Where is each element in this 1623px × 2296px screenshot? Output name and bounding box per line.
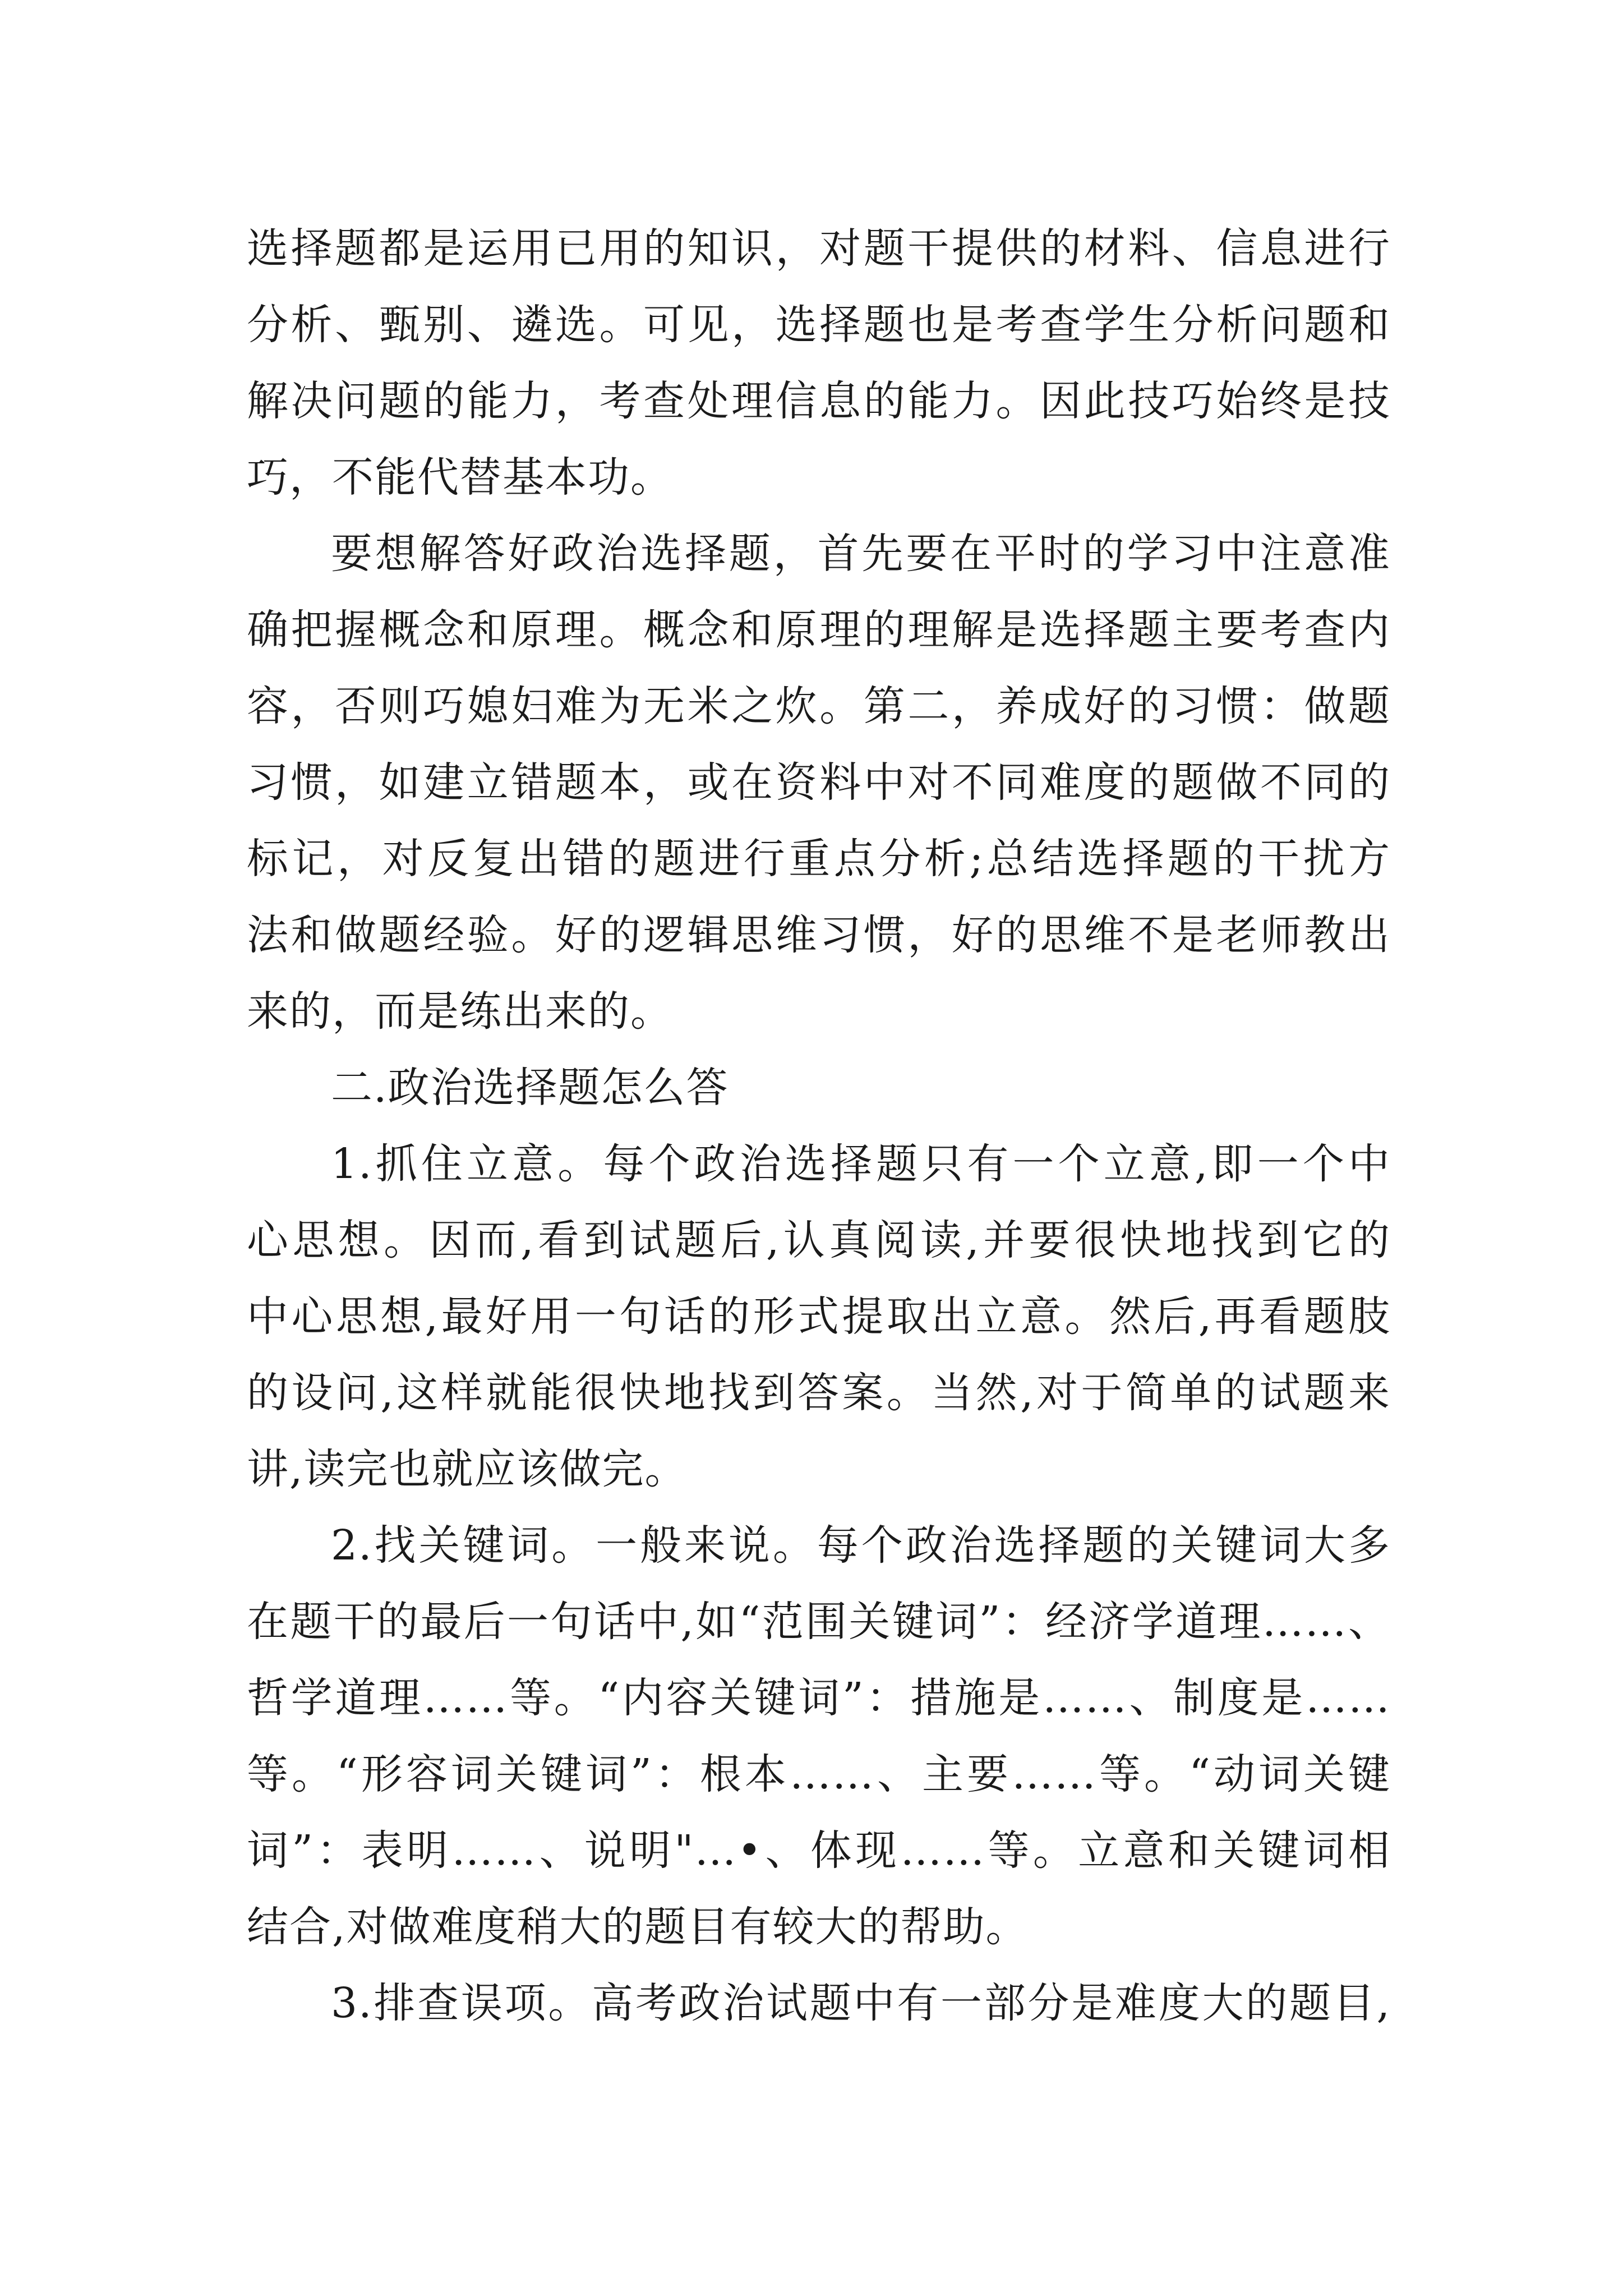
text-line: 习惯，如建立错题本，或在资料中对不同难度的题做不同的 [247, 758, 1391, 807]
paragraph-point-3 [247, 1965, 1391, 2041]
text-line: 巧，不能代替基本功。 [247, 453, 673, 501]
text-line: 2.找关键词。一般来说。每个政治选择题的关键词大多 [331, 1521, 1391, 1570]
text-line: 选择题都是运用已用的知识，对题干提供的材料、信息进行 [247, 224, 1391, 273]
text-line: 3.排查误项。高考政治试题中有一部分是难度大的题目, [331, 1979, 1391, 2027]
text-line: 词”：表明……、说明"…•、体现……等。立意和关键词相 [247, 1826, 1391, 1875]
paragraph-point-2 [247, 1507, 1391, 1965]
paragraph-1 [247, 210, 1391, 516]
text-line: 中心思想,最好用一句话的形式提取出立意。然后,再看题肢 [247, 1292, 1391, 1341]
heading-text: 二.政治选择题怎么答 [331, 1064, 729, 1112]
text-line: 等。“形容词关键词”：根本……、主要……等。“动词关键 [247, 1750, 1391, 1798]
text-line: 1.抓住立意。每个政治选择题只有一个立意,即一个中 [331, 1140, 1391, 1188]
text-line: 在题干的最后一句话中,如“范围关键词”：经济学道理……、 [247, 1598, 1391, 1646]
text-line: 讲,读完也就应该做完。 [247, 1445, 688, 1493]
text-line: 分析、甄别、遴选。可见，选择题也是考查学生分析问题和 [247, 301, 1391, 349]
text-line: 法和做题经验。好的逻辑思维习惯，好的思维不是老师教出 [247, 911, 1391, 959]
text-line: 心思想。因而,看到试题后,认真阅读,并要很快地找到它的 [247, 1216, 1391, 1264]
section-heading [247, 1050, 1391, 1126]
text-line: 标记，对反复出错的题进行重点分析;总结选择题的干扰方 [247, 835, 1391, 883]
text-line: 解决问题的能力，考查处理信息的能力。因此技巧始终是技 [247, 377, 1391, 425]
text-line: 确把握概念和原理。概念和原理的理解是选择题主要考查内 [247, 606, 1391, 654]
document-body [247, 210, 1391, 2041]
text-line: 结合,对做难度稍大的题目有较大的帮助。 [247, 1903, 1029, 1951]
paragraph-2 [247, 516, 1391, 1050]
text-line: 哲学道理……等。“内容关键词”：措施是……、制度是…… [247, 1674, 1391, 1722]
text-line: 容，否则巧媳妇难为无米之炊。第二，养成好的习惯：做题 [247, 682, 1391, 730]
text-line: 的设问,这样就能很快地找到答案。当然,对于简单的试题来 [247, 1369, 1391, 1417]
text-line: 要想解答好政治选择题，首先要在平时的学习中注意准 [331, 530, 1391, 578]
paragraph-point-1 [247, 1126, 1391, 1507]
text-line: 来的，而是练出来的。 [247, 987, 673, 1036]
